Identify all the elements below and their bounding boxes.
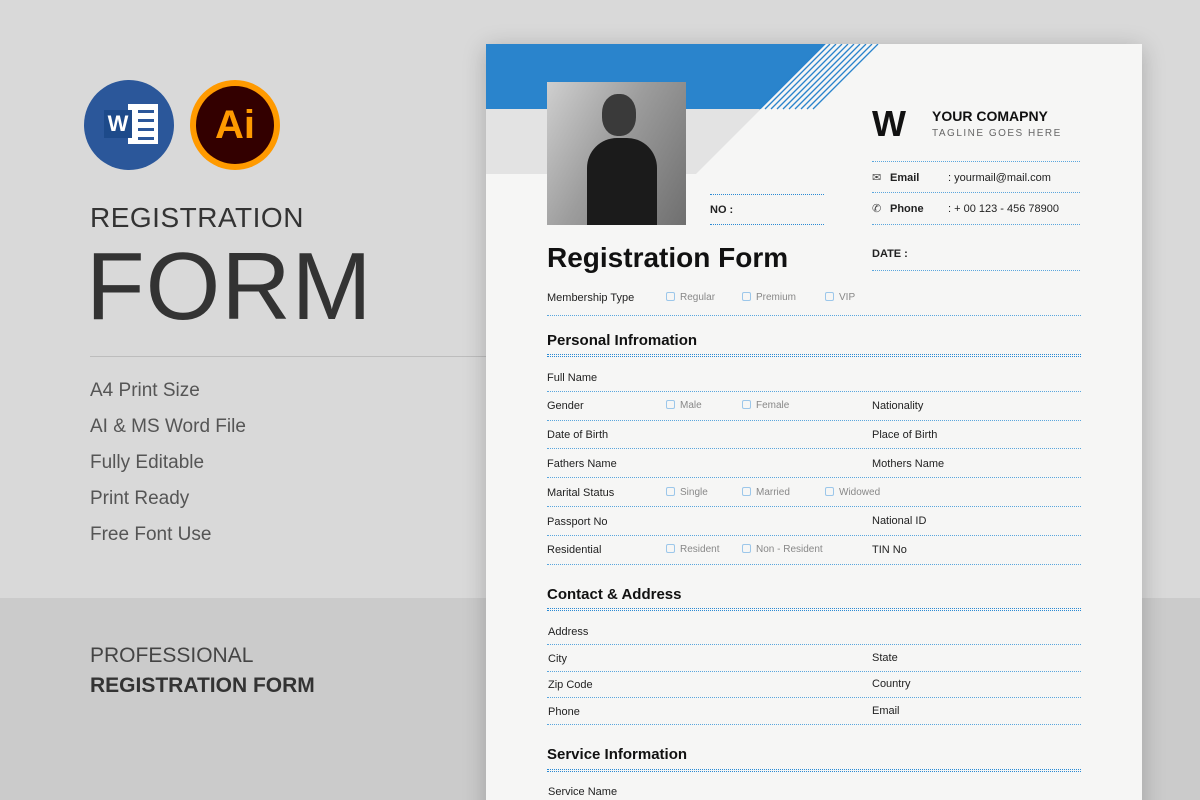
zip-code-field[interactable]: Zip Code	[548, 679, 593, 691]
no-line-top	[710, 194, 824, 195]
section-divider	[547, 769, 1081, 772]
passport-no-field[interactable]: Passport No	[547, 516, 608, 528]
section-heading-personal: Personal Infromation	[547, 332, 698, 349]
mothers-name-field[interactable]: Mothers Name	[872, 458, 945, 470]
contact-divider	[872, 161, 1080, 162]
option-label: Widowed	[839, 487, 881, 498]
feature-item: Free Font Use	[90, 524, 212, 545]
phone-field[interactable]: Phone	[548, 706, 580, 718]
field-line	[547, 477, 1081, 478]
section-divider	[547, 354, 1081, 357]
field-line	[547, 420, 1081, 421]
ms-word-icon	[84, 80, 174, 170]
checkbox-icon	[666, 400, 675, 409]
field-line	[547, 535, 1081, 536]
checkbox-icon	[742, 544, 751, 553]
option-label: Male	[680, 400, 702, 411]
fathers-name-field[interactable]: Fathers Name	[547, 458, 617, 470]
field-line	[547, 564, 1081, 565]
option-label: Female	[756, 400, 790, 411]
national-id-field[interactable]: National ID	[872, 515, 927, 527]
phone-value: : + 00 123 - 456 78900	[948, 203, 1060, 215]
phone-icon: ✆	[872, 203, 882, 215]
section-heading-service: Service Information	[547, 746, 688, 763]
marital-status-label: Marital Status	[547, 487, 615, 499]
word-icon-letter: W	[104, 110, 132, 138]
feature-item: A4 Print Size	[90, 380, 200, 401]
phone-row	[872, 202, 1059, 215]
option-label: Non - Resident	[756, 544, 823, 555]
place-of-birth-field[interactable]: Place of Birth	[872, 429, 938, 441]
contact-divider	[872, 224, 1080, 225]
checkbox-icon	[666, 544, 675, 553]
marital-widowed-checkbox[interactable]	[825, 487, 880, 498]
field-line	[547, 448, 1081, 449]
section-heading-contact: Contact & Address	[547, 586, 682, 603]
gender-female-checkbox[interactable]	[742, 400, 789, 411]
date-label: DATE :	[872, 248, 908, 260]
checkbox-icon	[825, 292, 834, 301]
gender-label: Gender	[547, 400, 584, 412]
checkbox-icon	[825, 487, 834, 496]
phone-label: Phone	[890, 203, 924, 215]
checkbox-icon	[666, 487, 675, 496]
form-document	[486, 44, 1142, 800]
promo-divider	[90, 356, 486, 357]
email-value: : yourmail@mail.com	[948, 172, 1051, 184]
membership-premium-checkbox[interactable]	[742, 292, 796, 303]
full-name-field[interactable]: Full Name	[547, 372, 598, 384]
feature-list	[90, 380, 246, 560]
profile-photo	[547, 82, 686, 225]
feature-item: Fully Editable	[90, 452, 205, 473]
adobe-illustrator-icon	[190, 80, 280, 170]
contact-divider	[872, 192, 1080, 193]
checkbox-icon	[742, 487, 751, 496]
tin-no-field[interactable]: TIN No	[872, 544, 907, 556]
country-field[interactable]: Country	[872, 678, 911, 690]
email-row	[872, 171, 1051, 184]
section-divider	[547, 608, 1081, 611]
feature-item: Print Ready	[90, 488, 190, 509]
address-field[interactable]: Address	[548, 626, 589, 638]
field-line	[547, 671, 1081, 672]
marital-married-checkbox[interactable]	[742, 487, 790, 498]
promo-subtitle-line1: PROFESSIONAL	[90, 644, 254, 667]
date-field-line	[872, 270, 1080, 271]
state-field[interactable]: State	[872, 652, 898, 664]
checkbox-icon	[666, 292, 675, 301]
gender-male-checkbox[interactable]	[666, 400, 702, 411]
ai-icon-text: Ai	[196, 86, 274, 164]
promo-subtitle-line2: REGISTRATION FORM	[90, 674, 315, 697]
checkbox-icon	[742, 292, 751, 301]
membership-regular-checkbox[interactable]	[666, 292, 715, 303]
field-line	[547, 697, 1081, 698]
membership-type-label: Membership Type	[547, 292, 635, 304]
promo-title: FORM	[86, 233, 373, 340]
feature-item: AI & MS Word File	[90, 416, 246, 437]
date-of-birth-field[interactable]: Date of Birth	[547, 429, 609, 441]
option-label: VIP	[839, 292, 856, 303]
option-label: Premium	[756, 292, 797, 303]
field-line	[547, 315, 1081, 316]
field-line	[547, 506, 1081, 507]
option-label: Resident	[680, 544, 720, 555]
company-tagline: TAGLINE GOES HERE	[932, 128, 1062, 139]
company-logo: W	[872, 103, 903, 144]
city-field[interactable]: City	[548, 653, 567, 665]
email-label: Email	[890, 172, 920, 184]
membership-vip-checkbox[interactable]	[825, 292, 855, 303]
email-field[interactable]: Email	[872, 705, 900, 717]
non-resident-checkbox[interactable]	[742, 544, 823, 555]
envelope-icon: ✉	[872, 172, 882, 184]
no-field-line	[710, 224, 824, 225]
field-line	[547, 724, 1081, 725]
field-line	[547, 391, 1081, 392]
nationality-field[interactable]: Nationality	[872, 400, 924, 412]
service-name-field[interactable]: Service Name	[548, 786, 618, 798]
word-doc-shape	[128, 104, 158, 144]
option-label: Single	[680, 487, 708, 498]
field-line	[547, 644, 1081, 645]
residential-label: Residential	[547, 544, 602, 556]
resident-checkbox[interactable]	[666, 544, 719, 555]
option-label: Regular	[680, 292, 716, 303]
company-name: YOUR COMAPNY	[932, 108, 1048, 124]
form-title: Registration Form	[547, 242, 789, 273]
promo-kicker: REGISTRATION	[90, 202, 304, 233]
option-label: Married	[756, 487, 790, 498]
checkbox-icon	[742, 400, 751, 409]
no-label: NO :	[710, 204, 734, 216]
marital-single-checkbox[interactable]	[666, 487, 708, 498]
